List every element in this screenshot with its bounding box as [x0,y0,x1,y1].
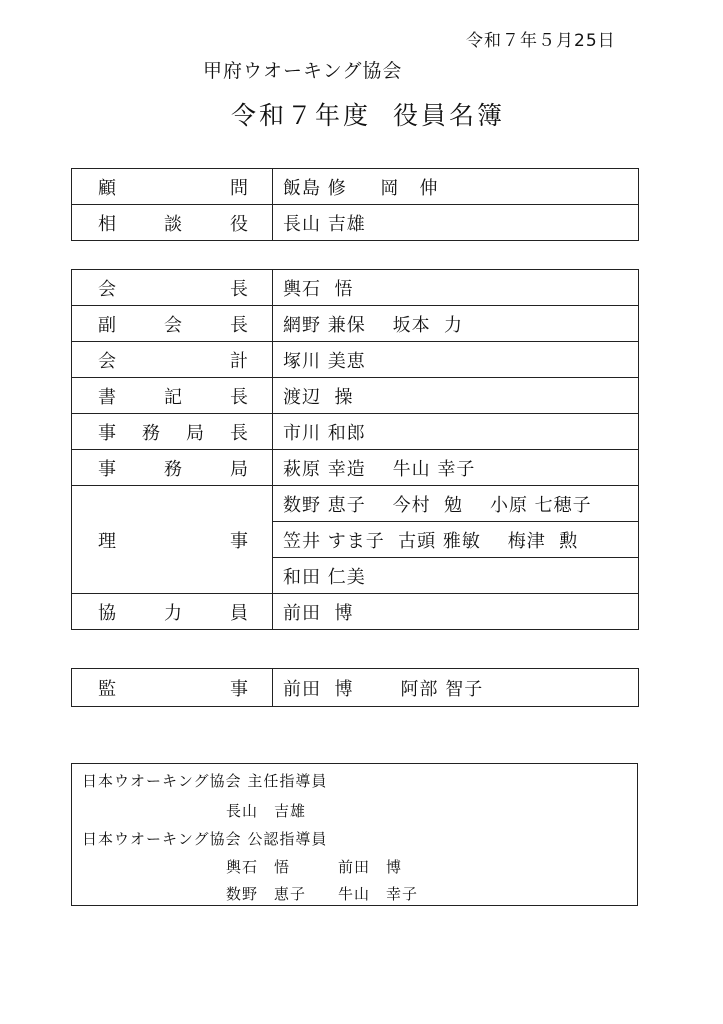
role-cell: 顧問 [72,169,273,205]
document-date: 令和７年５月25日 [466,31,616,51]
table-row [72,486,639,522]
role-cell: 会計 [72,342,273,378]
table-row [72,450,639,486]
names-cell: 前田 博 阿部 智子 [273,669,639,707]
role-cell: 会長 [72,270,273,306]
names-cell: 輿石 悟 [273,270,639,306]
role-cell: 書記長 [72,378,273,414]
names-cell: 前田 博 [273,594,639,630]
names-cell: 渡辺 操 [273,378,639,414]
names-cell: 網野 兼保 坂本 力 [273,306,639,342]
names-cell: 笠井 すま子 古頭 雅敏 梅津 勲 [273,522,639,558]
table-row [72,270,639,306]
role-cell: 事務局 [72,450,273,486]
table-row [72,342,639,378]
table-row [72,594,639,630]
role-cell: 協力員 [72,594,273,630]
names-cell: 和田 仁美 [273,558,639,594]
role-cell-directors: 理事 [72,486,273,594]
title-year: 令和７年度 [231,101,372,130]
role-cell: 事務局長 [72,414,273,450]
table-row [72,378,639,414]
certified-instructor-names-1: 輿石 悟 前田 博 [226,858,403,876]
names-cell: 市川 和郎 [273,414,639,450]
names-cell: 長山 吉雄 [273,205,639,241]
table-row [72,169,639,205]
certified-instructor-names-2: 数野 恵子 牛山 幸子 [226,885,419,903]
title-doc: 役員名簿 [393,101,506,130]
document-title [231,96,505,132]
table-row [72,306,639,342]
names-cell: 数野 恵子 今村 勉 小原 七穂子 [273,486,639,522]
names-cell: 塚川 美恵 [273,342,639,378]
table-row [72,414,639,450]
table-row [72,205,639,241]
role-cell: 相談役 [72,205,273,241]
chief-instructor-names: 長山 吉雄 [226,802,307,820]
officers-table [71,269,639,630]
auditors-table [71,668,639,707]
role-cell: 監事 [72,669,273,707]
instructors-box [71,763,638,906]
advisors-table [71,168,639,241]
organization-name: 甲府ウオーキング協会 [203,60,403,82]
names-cell: 萩原 幸造 牛山 幸子 [273,450,639,486]
certified-instructor-label: 日本ウオーキング協会 公認指導員 [82,830,328,848]
chief-instructor-label: 日本ウオーキング協会 主任指導員 [82,772,328,790]
role-cell: 副会長 [72,306,273,342]
table-row [72,669,639,707]
names-cell: 飯島 修 岡 伸 [273,169,639,205]
